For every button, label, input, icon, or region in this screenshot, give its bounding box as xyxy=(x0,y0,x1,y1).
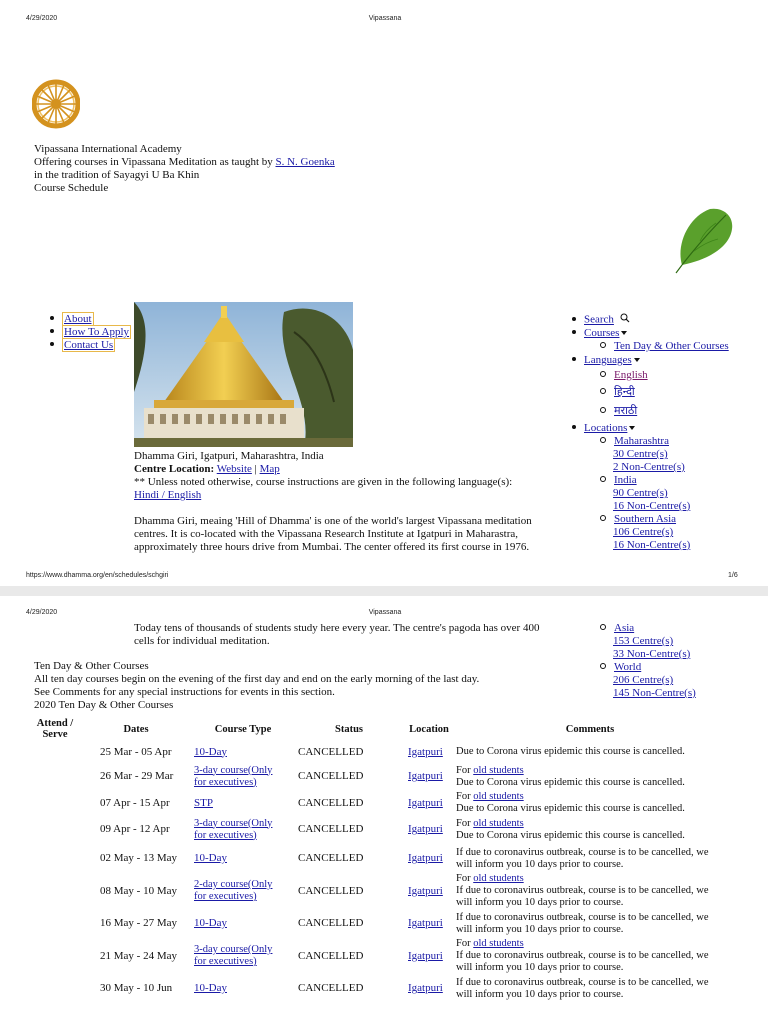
asia-centres-link[interactable]: 153 Centre(s) xyxy=(613,635,674,647)
bullet xyxy=(600,476,606,482)
table-row xyxy=(30,791,726,815)
location-cell xyxy=(404,873,454,909)
asia-link[interactable]: Asia xyxy=(614,622,635,634)
bullet xyxy=(600,371,606,377)
bullet xyxy=(572,357,576,361)
left-nav xyxy=(50,313,131,352)
bullet xyxy=(600,342,606,348)
table-row xyxy=(30,844,726,873)
col-location: Location xyxy=(409,723,449,735)
type-cell xyxy=(192,815,294,844)
loc-group-maharashtra xyxy=(600,435,762,474)
bullet xyxy=(50,316,54,320)
table-row xyxy=(30,762,726,791)
location-link[interactable]: Igatpuri xyxy=(408,770,443,782)
comment-text: Due to Corona virus epidemic this course is cancelled. xyxy=(456,776,685,788)
offering-text: Offering courses in Vipassana Meditation as taught by xyxy=(34,156,276,168)
map-link[interactable]: Map xyxy=(259,463,280,475)
southern-asia-noncentres-link[interactable]: 16 Non-Centre(s) xyxy=(613,539,691,551)
col-comments: Comments xyxy=(565,723,615,735)
attend-cell xyxy=(30,791,80,815)
bodhi-leaf-image xyxy=(674,205,738,275)
comment-text: If due to coronavirus outbreak, course is to be cancelled, we will inform you 10 days prior to course. xyxy=(456,911,709,935)
table-row xyxy=(30,742,726,762)
bullet xyxy=(600,407,606,413)
table-row xyxy=(30,909,726,938)
table-row xyxy=(30,938,726,974)
schedule-table-wrap xyxy=(30,716,730,1003)
tradition-line: in the tradition of Sayagyi U Ba Khin xyxy=(34,169,200,181)
course-type-link[interactable]: 10-Day xyxy=(194,982,227,994)
india-link[interactable]: India xyxy=(614,474,637,486)
search-item xyxy=(572,313,762,327)
maharashtra-noncentres-link[interactable]: 2 Non-Centre(s) xyxy=(613,461,685,473)
courses-sub-item xyxy=(600,340,762,353)
location-link[interactable]: Igatpuri xyxy=(408,852,443,864)
comment-text: If due to coronavirus outbreak, course is to be cancelled, we will inform you 10 days prior to course. xyxy=(456,950,709,973)
locations-menu[interactable]: Locations xyxy=(584,422,628,434)
how-to-apply-link[interactable]: How To Apply xyxy=(64,326,130,338)
chevron-down-icon xyxy=(629,426,635,430)
old-students-line xyxy=(456,938,726,950)
dates-cell: 07 Apr - 15 Apr xyxy=(100,796,170,809)
hindi-english-link[interactable]: Hindi / English xyxy=(134,489,202,501)
location-link[interactable]: Igatpuri xyxy=(408,949,443,962)
type-cell xyxy=(192,938,294,974)
right-nav xyxy=(572,313,762,552)
old-students-line xyxy=(456,765,726,777)
status-cell: CANCELLED xyxy=(298,949,364,962)
attend-cell xyxy=(30,974,80,1003)
print-url: https://www.dhamma.org/en/schedules/schgiri xyxy=(26,572,169,579)
attend-cell xyxy=(30,844,80,873)
print-title: Vipassana xyxy=(368,15,402,22)
language-note: ** Unless noted otherwise, course instructions are given in the following language(s): xyxy=(134,476,513,488)
dates-cell: 08 May - 10 May xyxy=(100,884,177,897)
schedule-table xyxy=(30,716,726,1003)
loc-group-southern-asia xyxy=(600,513,762,552)
location-link[interactable]: Igatpuri xyxy=(408,884,443,897)
comments-cell xyxy=(454,909,726,938)
separator: | xyxy=(254,463,257,475)
for-text: For xyxy=(456,817,474,829)
location-link[interactable]: Igatpuri xyxy=(408,796,443,809)
languages-menu[interactable]: Languages xyxy=(584,354,632,366)
dates-cell: 30 May - 10 Jun xyxy=(100,982,173,994)
location-cell xyxy=(404,974,454,1003)
loc-group-world xyxy=(600,661,760,700)
dates-cell: 21 May - 24 May xyxy=(100,949,177,962)
southern-asia-centres-link[interactable]: 106 Centre(s) xyxy=(613,526,674,538)
print-date: 4/29/2020 xyxy=(26,15,58,22)
table-row xyxy=(30,974,726,1003)
location-link[interactable]: Igatpuri xyxy=(408,917,443,929)
maharashtra-link[interactable]: Maharashtra xyxy=(614,435,669,447)
comments-cell xyxy=(454,844,726,873)
bullet xyxy=(572,317,576,321)
ten-day-courses-link[interactable]: Ten Day & Other Courses xyxy=(614,340,729,352)
page-break xyxy=(0,586,768,596)
comments-cell xyxy=(454,742,726,762)
status-cell: CANCELLED xyxy=(298,796,364,809)
old-students-link[interactable]: old students xyxy=(473,764,524,776)
contact-us-link[interactable]: Contact Us xyxy=(64,339,114,351)
pagoda-photo xyxy=(134,302,353,447)
attend-cell xyxy=(30,873,80,909)
world-centres-link[interactable]: 206 Centre(s) xyxy=(613,674,674,686)
col-dates: Dates xyxy=(123,723,149,735)
status-cell: CANCELLED xyxy=(298,917,364,929)
col-type: Course Type xyxy=(214,723,272,735)
search-icon[interactable] xyxy=(620,313,630,327)
comments-cell xyxy=(454,938,726,974)
dates-cell: 16 May - 27 May xyxy=(100,917,177,929)
for-text: For xyxy=(456,873,474,884)
table-header-row xyxy=(30,716,726,742)
loc-group-india xyxy=(600,474,762,513)
centre-info xyxy=(134,450,564,554)
website-link[interactable]: Website xyxy=(216,463,252,475)
for-text: For xyxy=(456,791,474,802)
maharashtra-centres-link[interactable]: 30 Centre(s) xyxy=(613,448,668,460)
type-cell xyxy=(192,974,294,1003)
search-link[interactable]: Search xyxy=(584,313,614,326)
print-date-2: 4/29/2020 xyxy=(26,609,58,616)
courses-line-1: All ten day courses begin on the evening of the first day and end on the early morning of the last day. xyxy=(34,673,480,685)
bullet xyxy=(600,624,606,630)
bullet xyxy=(600,388,606,394)
attend-cell xyxy=(30,762,80,791)
old-students-link[interactable]: old students xyxy=(473,817,524,829)
centre-location-label: Centre Location: xyxy=(134,463,215,475)
course-type-link[interactable]: 3-day course(Only for executives) xyxy=(194,764,273,788)
india-centres-link[interactable]: 90 Centre(s) xyxy=(613,487,668,499)
status-cell: CANCELLED xyxy=(298,823,364,835)
bullet xyxy=(50,329,54,333)
languages-item xyxy=(572,354,762,367)
attend-cell xyxy=(30,909,80,938)
attend-cell xyxy=(30,742,80,762)
hindi-link[interactable]: हिन्दी xyxy=(614,386,635,398)
lang-english xyxy=(600,369,762,382)
col-attend: Attend / Serve xyxy=(36,718,74,740)
location-link[interactable]: Igatpuri xyxy=(408,745,443,758)
courses-item xyxy=(572,327,762,340)
status-cell: CANCELLED xyxy=(298,982,364,994)
for-text: For xyxy=(456,764,474,776)
nav-item-contact xyxy=(50,339,131,352)
course-type-link[interactable]: 2-day course(Only for executives) xyxy=(194,879,273,902)
location-cell xyxy=(404,762,454,791)
comment-text: Due to Corona virus epidemic this course is cancelled. xyxy=(456,829,685,841)
location-cell xyxy=(404,742,454,762)
chevron-down-icon xyxy=(621,331,627,335)
marathi-link[interactable]: मराठी xyxy=(614,405,638,417)
location-link[interactable]: Igatpuri xyxy=(408,823,443,835)
table-row xyxy=(30,873,726,909)
india-noncentres-link[interactable]: 16 Non-Centre(s) xyxy=(613,500,691,512)
type-cell xyxy=(192,791,294,815)
course-type-link[interactable]: 3-day course(Only for executives) xyxy=(194,817,273,841)
teacher-link[interactable]: S. N. Goenka xyxy=(275,156,335,168)
old-students-line xyxy=(456,791,726,803)
schedule-title: Course Schedule xyxy=(34,182,109,194)
location-link[interactable]: Igatpuri xyxy=(408,982,443,994)
bullet xyxy=(600,515,606,521)
status-cell: CANCELLED xyxy=(298,884,364,897)
loc-group-asia xyxy=(600,622,760,661)
dhamma-wheel-logo xyxy=(32,64,80,144)
courses-menu[interactable]: Courses xyxy=(584,327,620,339)
type-cell xyxy=(192,873,294,909)
table-row xyxy=(30,815,726,844)
southern-asia-link[interactable]: Southern Asia xyxy=(614,513,677,525)
offering-line xyxy=(34,156,434,169)
location-cell xyxy=(404,791,454,815)
location-cell xyxy=(404,909,454,938)
bullet xyxy=(600,663,606,669)
course-type-link[interactable]: STP xyxy=(194,796,213,809)
course-type-link[interactable]: 10-Day xyxy=(194,852,227,864)
comments-cell xyxy=(454,791,726,815)
asia-noncentres-link[interactable]: 33 Non-Centre(s) xyxy=(613,648,691,660)
bullet xyxy=(50,342,54,346)
course-type-link[interactable]: 10-Day xyxy=(194,745,227,758)
location-cell xyxy=(404,938,454,974)
academy-name: Vipassana International Academy xyxy=(34,143,182,155)
type-cell xyxy=(192,909,294,938)
course-type-link[interactable]: 10-Day xyxy=(194,917,227,929)
col-status: Status xyxy=(334,723,363,735)
comment-text: If due to coronavirus outbreak, course is to be cancelled, we will inform you 10 days prior to course. xyxy=(456,885,709,908)
old-students-link[interactable]: old students xyxy=(473,791,524,802)
locations-item xyxy=(572,422,762,435)
type-cell xyxy=(192,742,294,762)
dates-cell: 25 Mar - 05 Apr xyxy=(100,745,172,758)
attend-cell xyxy=(30,815,80,844)
year-heading: 2020 Ten Day & Other Courses xyxy=(34,699,174,711)
old-students-line xyxy=(456,873,726,885)
courses-section xyxy=(34,660,574,712)
comments-cell xyxy=(454,873,726,909)
bullet xyxy=(600,437,606,443)
dates-cell: 09 Apr - 12 Apr xyxy=(100,823,170,835)
lang-marathi xyxy=(600,405,762,418)
chevron-down-icon xyxy=(634,358,640,362)
old-students-line xyxy=(456,818,726,830)
location-cell xyxy=(404,844,454,873)
comment-text: Due to Corona virus epidemic this course is cancelled. xyxy=(456,746,685,757)
status-cell: CANCELLED xyxy=(298,745,364,758)
comment-text: If due to coronavirus outbreak, course is to be cancelled, we will inform you 10 days prior to course. xyxy=(456,976,709,1000)
location-cell xyxy=(404,815,454,844)
world-link[interactable]: World xyxy=(614,661,642,673)
print-title-2: Vipassana xyxy=(368,609,402,616)
comments-cell xyxy=(454,762,726,791)
attend-cell xyxy=(30,938,80,974)
course-type-link[interactable]: 3-day course(Only for executives) xyxy=(194,944,273,967)
comments-cell xyxy=(454,974,726,1003)
right-nav-continued xyxy=(600,622,760,700)
comment-text: Due to Corona virus epidemic this course is cancelled. xyxy=(456,803,685,814)
dates-cell: 26 Mar - 29 Mar xyxy=(100,770,174,782)
dates-cell: 02 May - 13 May xyxy=(100,852,177,864)
centre-caption: Dhamma Giri, Igatpuri, Maharashtra, India xyxy=(134,450,324,462)
bullet xyxy=(572,425,576,429)
about-link[interactable]: About xyxy=(64,313,92,325)
old-students-link[interactable]: old students xyxy=(473,873,524,884)
bullet xyxy=(572,330,576,334)
centre-description: Dhamma Giri, meaing 'Hill of Dhamma' is one of the world's largest Vipassana meditation centres. It is co-located with the Vipassana Research Institute at Igatpuri in Maharastra, approximately three hours drive from Mumbai. The center offered its first course in 1976. xyxy=(134,515,532,553)
english-link[interactable]: English xyxy=(614,369,648,381)
page-number: 1/6 xyxy=(728,572,738,579)
lang-hindi xyxy=(600,386,762,399)
status-cell: CANCELLED xyxy=(298,852,364,864)
for-text: For xyxy=(456,938,474,949)
intro-block xyxy=(34,143,434,195)
type-cell xyxy=(192,762,294,791)
type-cell xyxy=(192,844,294,873)
courses-line-2: See Comments for any special instructions for events in this section. xyxy=(34,686,335,698)
old-students-link[interactable]: old students xyxy=(473,938,524,949)
centre-description-2: Today tens of thousands of students study here every year. The centre's pagoda has over 400 cells for individual meditation. xyxy=(134,622,540,647)
comments-cell xyxy=(454,815,726,844)
centre-location-line xyxy=(134,463,564,476)
courses-heading: Ten Day & Other Courses xyxy=(34,660,149,672)
status-cell: CANCELLED xyxy=(298,770,364,782)
comment-text: If due to coronavirus outbreak, course is to be cancelled, we will inform you 10 days prior to course. xyxy=(456,846,709,870)
world-noncentres-link[interactable]: 145 Non-Centre(s) xyxy=(613,687,696,699)
